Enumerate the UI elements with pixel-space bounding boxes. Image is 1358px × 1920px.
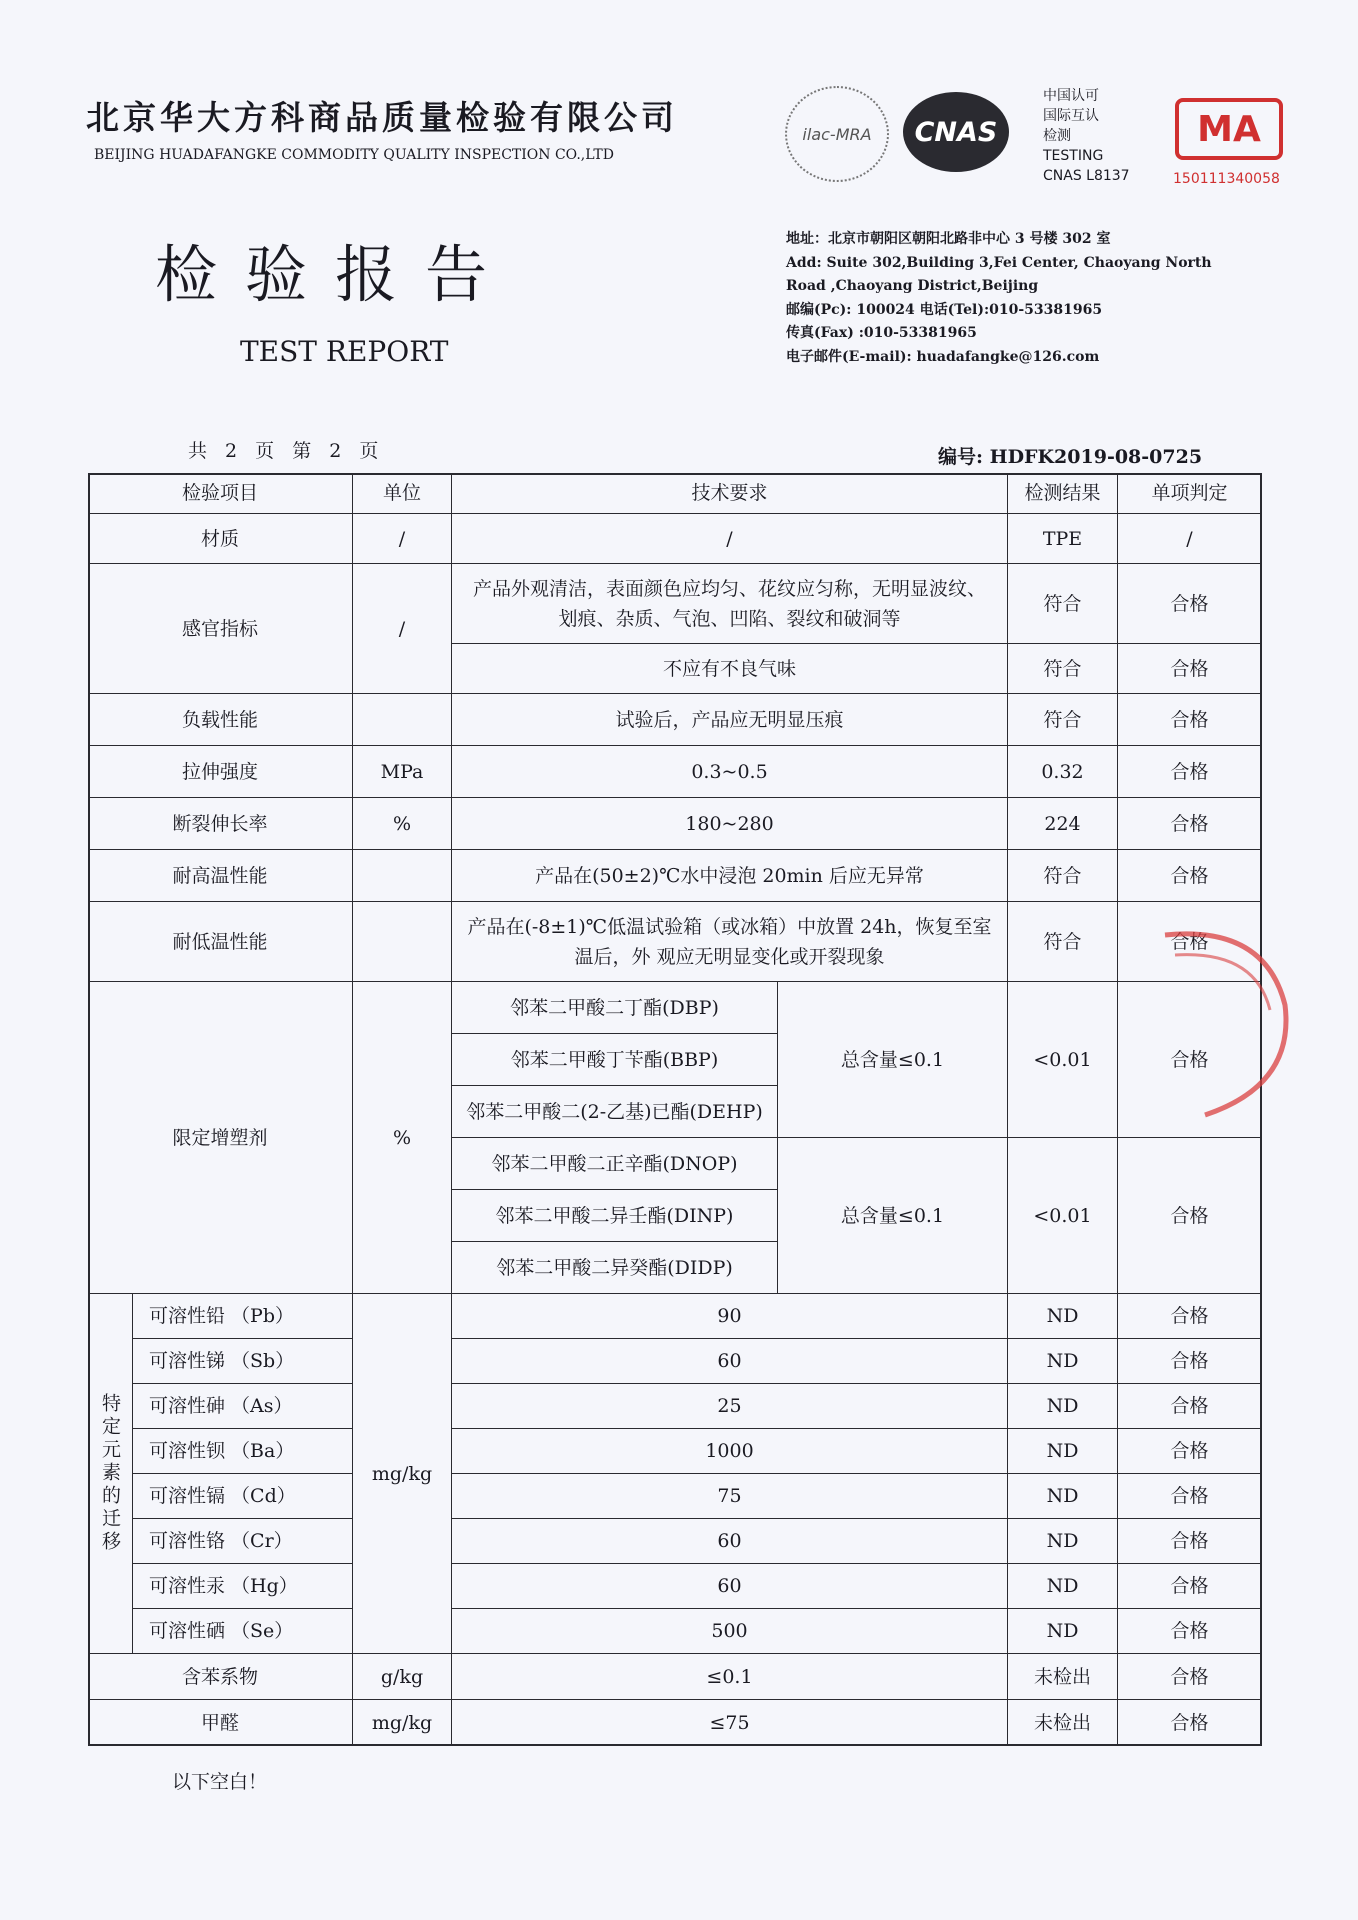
row-low-temp-result: 符合 — [1008, 902, 1118, 982]
plasticizer-dinp: 邻苯二甲酸二异壬酯(DINP) — [452, 1190, 778, 1242]
company-name-en: BEIJING HUADAFANGKE COMMODITY QUALITY INSPECTION CO.,LTD — [94, 147, 614, 163]
row-sensory-verdict-1: 合格 — [1118, 564, 1262, 644]
migration-verdict: 合格 — [1118, 1609, 1262, 1654]
report-title-cn: 检验报告 — [155, 238, 516, 311]
row-material-item: 材质 — [88, 514, 353, 564]
migration-cr-req: 60 — [452, 1519, 1008, 1564]
migration-ba-result: ND — [1008, 1429, 1118, 1474]
address-line: Road ,Chaoyang District,Beijing — [786, 278, 1039, 294]
accred-line: CNAS L8137 — [1043, 168, 1130, 184]
row-sensory-unit: / — [353, 564, 452, 694]
migration-hg-req: 60 — [452, 1564, 1008, 1609]
migration-se-result: ND — [1008, 1609, 1118, 1654]
row-high-temp-result: 符合 — [1008, 850, 1118, 902]
plasticizer-verdict-1: 合格 — [1118, 982, 1262, 1138]
row-formaldehyde-result: 未检出 — [1008, 1700, 1118, 1746]
plasticizer-dehp: 邻苯二甲酸二(2-乙基)已酯(DEHP) — [452, 1086, 778, 1138]
row-elongation-unit: % — [353, 798, 452, 850]
row-plasticizer-item: 限定增塑剂 — [88, 982, 353, 1294]
plasticizer-result-2: <0.01 — [1008, 1138, 1118, 1294]
row-benzene-verdict: 合格 — [1118, 1654, 1262, 1700]
header-requirement: 技术要求 — [452, 473, 1008, 514]
plasticizer-result-1: <0.01 — [1008, 982, 1118, 1138]
migration-as-req: 25 — [452, 1384, 1008, 1429]
migration-verdict: 合格 — [1118, 1339, 1262, 1384]
ilac-mra-logo: ilac-MRA — [785, 86, 889, 182]
row-elongation-verdict: 合格 — [1118, 798, 1262, 850]
row-sensory-result-1: 符合 — [1008, 564, 1118, 644]
migration-pb-req: 90 — [452, 1294, 1008, 1339]
header-result: 检测结果 — [1008, 473, 1118, 514]
row-material-req: / — [452, 514, 1008, 564]
blank-below-note: 以下空白！ — [172, 1771, 268, 1793]
migration-se-item: 可溶性硒 （Se） — [133, 1609, 353, 1654]
header-verdict: 单项判定 — [1118, 473, 1262, 514]
row-tensile-item: 拉伸强度 — [88, 746, 353, 798]
migration-verdict: 合格 — [1118, 1294, 1262, 1339]
row-sensory-result-2: 符合 — [1008, 644, 1118, 694]
plasticizer-req-1: 总含量≤0.1 — [778, 982, 1008, 1138]
address-line: 电子邮件(E-mail): huadafangke@126.com — [786, 348, 1100, 365]
migration-ba-item: 可溶性钡 （Ba） — [133, 1429, 353, 1474]
accred-line: 检测 — [1043, 128, 1071, 144]
plasticizer-bbp: 邻苯二甲酸丁苄酯(BBP) — [452, 1034, 778, 1086]
plasticizer-didp: 邻苯二甲酸二异癸酯(DIDP) — [452, 1242, 778, 1294]
row-elongation-item: 断裂伸长率 — [88, 798, 353, 850]
row-load-unit — [353, 694, 452, 746]
accred-line: TESTING — [1043, 148, 1104, 164]
row-load-item: 负载性能 — [88, 694, 353, 746]
migration-verdict: 合格 — [1118, 1564, 1262, 1609]
test-results-table — [88, 473, 1262, 1746]
plasticizer-req-2: 总含量≤0.1 — [778, 1138, 1008, 1294]
migration-sb-req: 60 — [452, 1339, 1008, 1384]
accred-line: 国际互认 — [1043, 108, 1099, 124]
row-tensile-result: 0.32 — [1008, 746, 1118, 798]
stamp-arc-inner — [1175, 955, 1270, 1010]
migration-ba-req: 1000 — [452, 1429, 1008, 1474]
row-benzene-req: ≤0.1 — [452, 1654, 1008, 1700]
row-formaldehyde-item: 甲醛 — [88, 1700, 353, 1746]
migration-cd-result: ND — [1008, 1474, 1118, 1519]
migration-pb-item: 可溶性铅 （Pb） — [133, 1294, 353, 1339]
plasticizer-dnop: 邻苯二甲酸二正辛酯(DNOP) — [452, 1138, 778, 1190]
row-low-temp-verdict: 合格 — [1118, 902, 1262, 982]
row-sensory-verdict-2: 合格 — [1118, 644, 1262, 694]
cma-logo: MA — [1175, 98, 1283, 160]
report-number: 编号: HDFK2019-08-0725 — [938, 446, 1203, 468]
company-seal-stamp — [1145, 915, 1295, 1125]
header-unit: 单位 — [353, 473, 452, 514]
row-plasticizer-unit: % — [353, 982, 452, 1294]
row-high-temp-item: 耐高温性能 — [88, 850, 353, 902]
page-info: 共 2 页 第 2 页 — [188, 440, 385, 462]
company-name-cn: 北京华大方科商品质量检验有限公司 — [86, 98, 678, 137]
migration-as-item: 可溶性砷 （As） — [133, 1384, 353, 1429]
migration-verdict: 合格 — [1118, 1474, 1262, 1519]
row-benzene-item: 含苯系物 — [88, 1654, 353, 1700]
migration-cd-req: 75 — [452, 1474, 1008, 1519]
migration-cr-result: ND — [1008, 1519, 1118, 1564]
address-line: 邮编(Pc): 100024 电话(Tel):010-53381965 — [786, 301, 1103, 318]
row-elongation-req: 180~280 — [452, 798, 1008, 850]
row-benzene-result: 未检出 — [1008, 1654, 1118, 1700]
address-line: 传真(Fax) :010-53381965 — [786, 325, 977, 341]
migration-verdict: 合格 — [1118, 1384, 1262, 1429]
row-load-verdict: 合格 — [1118, 694, 1262, 746]
row-load-result: 符合 — [1008, 694, 1118, 746]
migration-se-req: 500 — [452, 1609, 1008, 1654]
row-high-temp-verdict: 合格 — [1118, 850, 1262, 902]
row-tensile-req: 0.3~0.5 — [452, 746, 1008, 798]
migration-sb-result: ND — [1008, 1339, 1118, 1384]
row-low-temp-req: 产品在(-8±1)℃低温试验箱（或冰箱）中放置 24h，恢复至室温后，外 观应无明显变化或开裂现象 — [452, 902, 1008, 982]
row-sensory-req-1: 产品外观清洁，表面颜色应均匀、花纹应匀称，无明显波纹、划痕、杂质、气泡、凹陷、裂纹和破洞等 — [452, 564, 1008, 644]
plasticizer-verdict-2: 合格 — [1118, 1138, 1262, 1294]
header-item: 检验项目 — [88, 473, 353, 514]
certification-logos — [785, 78, 1305, 198]
migration-cr-item: 可溶性铬 （Cr） — [133, 1519, 353, 1564]
report-title-en: TEST REPORT — [240, 335, 449, 368]
address-line: 地址：北京市朝阳区朝阳北路非中心 3 号楼 302 室 — [786, 231, 1111, 247]
migration-sb-item: 可溶性锑 （Sb） — [133, 1339, 353, 1384]
row-material-result: TPE — [1008, 514, 1118, 564]
row-material-verdict: / — [1118, 514, 1262, 564]
row-sensory-item: 感官指标 — [88, 564, 353, 694]
row-low-temp-item: 耐低温性能 — [88, 902, 353, 982]
migration-hg-item: 可溶性汞 （Hg） — [133, 1564, 353, 1609]
row-migration-unit: mg/kg — [353, 1294, 452, 1654]
row-tensile-unit: MPa — [353, 746, 452, 798]
migration-hg-result: ND — [1008, 1564, 1118, 1609]
row-benzene-unit: g/kg — [353, 1654, 452, 1700]
migration-verdict: 合格 — [1118, 1519, 1262, 1564]
migration-as-result: ND — [1008, 1384, 1118, 1429]
row-tensile-verdict: 合格 — [1118, 746, 1262, 798]
accred-line: 中国认可 — [1043, 88, 1099, 104]
row-formaldehyde-verdict: 合格 — [1118, 1700, 1262, 1746]
row-sensory-req-2: 不应有不良气味 — [452, 644, 1008, 694]
row-high-temp-req: 产品在(50±2)℃水中浸泡 20min 后应无异常 — [452, 850, 1008, 902]
migration-verdict: 合格 — [1118, 1429, 1262, 1474]
cnas-logo: CNAS — [903, 92, 1009, 172]
row-high-temp-unit — [353, 850, 452, 902]
row-elongation-result: 224 — [1008, 798, 1118, 850]
accreditation-text — [1043, 86, 1130, 186]
row-formaldehyde-unit: mg/kg — [353, 1700, 452, 1746]
row-material-unit: / — [353, 514, 452, 564]
address-line: Add: Suite 302,Building 3,Fei Center, Chaoyang North — [786, 254, 1212, 271]
migration-pb-result: ND — [1008, 1294, 1118, 1339]
plasticizer-dbp: 邻苯二甲酸二丁酯(DBP) — [452, 982, 778, 1034]
row-migration-label: 特定元素的迁移 — [88, 1294, 133, 1654]
cma-number: 150111340058 — [1173, 171, 1280, 187]
row-low-temp-unit — [353, 902, 452, 982]
migration-cd-item: 可溶性镉 （Cd） — [133, 1474, 353, 1519]
row-formaldehyde-req: ≤75 — [452, 1700, 1008, 1746]
company-address — [786, 228, 1306, 369]
row-load-req: 试验后，产品应无明显压痕 — [452, 694, 1008, 746]
